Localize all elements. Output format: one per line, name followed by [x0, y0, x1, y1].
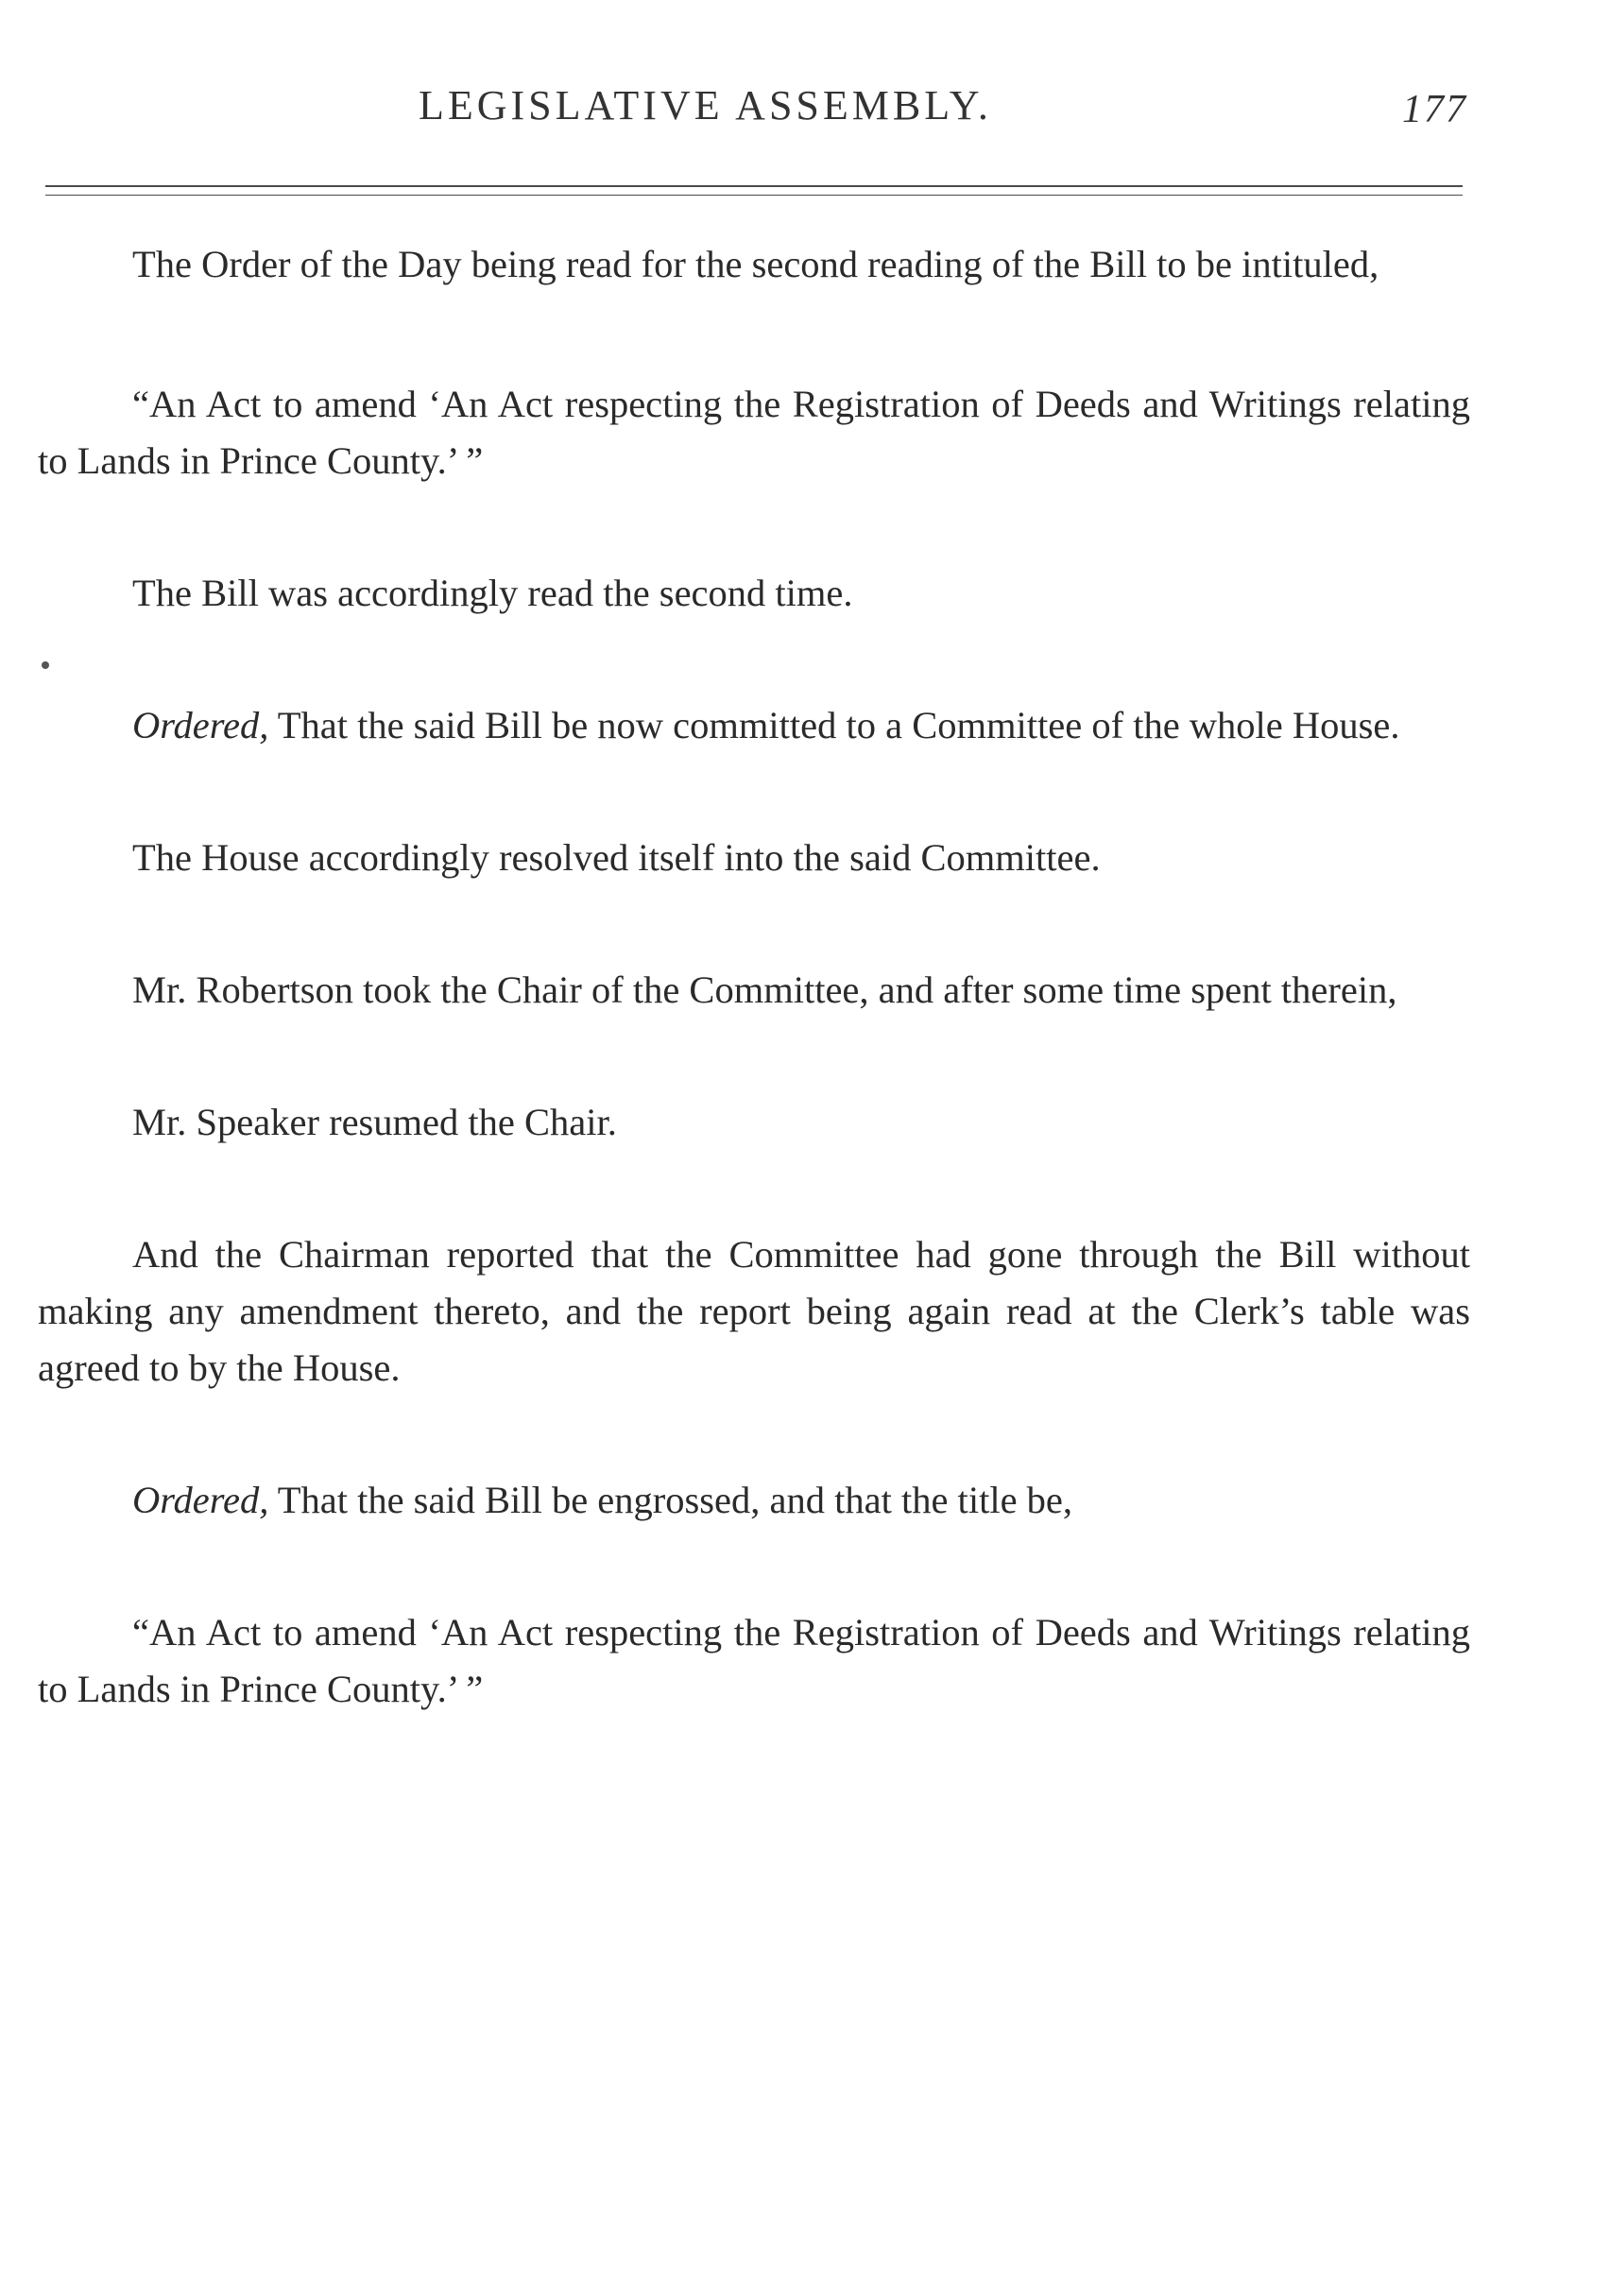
header-rule-top — [45, 185, 1463, 187]
paragraph-chairman-reported: And the Chairman reported that the Committee had gone through the Bill without making any amendment thereto, and the report being again read at the Clerk’s table was agreed to by the House. — [38, 1233, 1470, 1389]
paragraph-robertson-chair: Mr. Robertson took the Chair of the Committee, and after some time spent therein, — [132, 968, 1397, 1011]
ordered-committed-text: That the said Bill be now committed to a Committee of the whole House. — [268, 704, 1400, 746]
running-title: LEGISLATIVE ASSEMBLY. — [419, 82, 992, 129]
paragraph-ordered-engrossed — [38, 1472, 1470, 1529]
paragraph-house-resolved: The House accordingly resolved itself into the said Committee. — [132, 836, 1101, 879]
paragraph-final-title: “An Act to amend ‘An Act respecting the Registration of Deeds and Writings relating to Lands in Prince County.’ ” — [38, 1611, 1470, 1710]
paragraph-bill-title: “An Act to amend ‘An Act respecting the Registration of Deeds and Writings relating to Lands in Prince County.’ ” — [38, 383, 1470, 482]
body-text — [38, 236, 1470, 1718]
ordered-label: Ordered, — [132, 1479, 269, 1521]
header-rule-bottom — [45, 195, 1463, 196]
paragraph-ordered-committed — [38, 697, 1470, 754]
page-number: 177 — [1402, 88, 1467, 131]
ordered-engrossed-text: That the said Bill be engrossed, and that the title be, — [268, 1479, 1073, 1521]
ordered-label: Ordered, — [132, 704, 269, 746]
paragraph-order-of-day: The Order of the Day being read for the second reading of the Bill to be intituled, — [132, 243, 1379, 285]
paragraph-second-reading: The Bill was accordingly read the second time. — [132, 572, 853, 614]
paragraph-speaker-resumed: Mr. Speaker resumed the Chair. — [132, 1101, 617, 1143]
page-header — [0, 74, 1610, 140]
